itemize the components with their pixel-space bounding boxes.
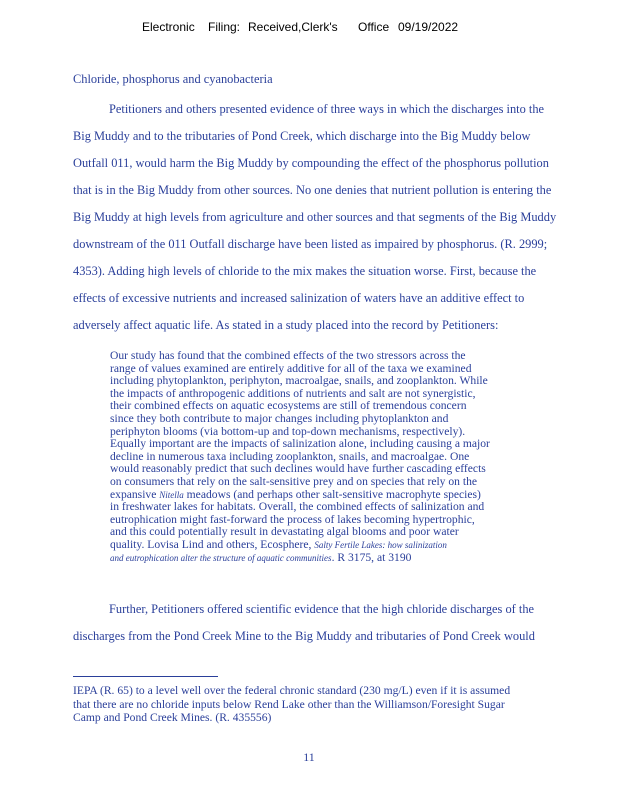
document-page: Electronic Filing: Received,Clerk's Office 09/19/2022 Chloride, phosphorus and cyanobacteria Petitioners and others presented evidence of three ways in which the discharges into the Big Muddy and to the tributaries of Pond Creek, which discharge into the Big Muddy below Outfall 011, would harm the Big Muddy by compounding the effect of the phosphorus pollution that is in the Big Muddy from other sources. No one denies that nutrient pollution is entering the Big Muddy at high levels from agriculture and other sources and that segments of the Big Muddy downstream of the 011 Outfall discharge have been listed as impaired by phosphorus. (R. 2999; 4353). Adding high levels of chloride to the mix makes the situation worse. First, because the effects of excessive nutrients and increased salinization of waters have an additive effect to adversely affect aquatic life. As stated in a study placed into the record by Petitioners: Our study has found that the combined effects of the two stressors across the range of values examined are entirely additive for all of the taxa we examined including phytoplankton, periphyton, macroalgae, snails, and zooplankton. While the impacts of anthropogenic additions of nutrients and salt are not synergistic, their combined effects on aquatic ecosystems are still of tremendous concern since they both contribute to major changes including phytoplankton and periphyton blooms (via bottom-up and top-down mechanisms, respectively). Equally important are the impacts of salinization alone, including causing a major decline in numerous taxa including zooplankton, snails, and macroalgae. One would reasonably predict that such declines would have further cascading effects on consumers that rely on the salt-sensitive prey and on species that rely on the expansive Nitella meadows (and perhaps other salt-sensitive macrophyte species) in freshwater lakes for habitats. Overall, the combined effects of salinization and eutrophication might fast-forward the process of lakes becoming hypertrophic, and this could potentially result in devastating algal blooms and poor water quality. Lovisa Lind and others, Ecosphere, Salty Fertile Lakes: how salinization and eutrophication alter the structure of aquatic communities. R 3175, at 3190 Further, Petitioners offered scientific evidence that the high chloride discharges of the discharges from the Pond Creek Mine to the Big Muddy and tributaries of Pond Creek would IEPA (R. 65) to a level well over the federal chronic standard (230 mg/L) even if it is assumed that there are no chloride inputs below Rend Lake other than the Williamson/Foresight Sugar Camp and Pond Creek Mines. (R. 435556) 11 (0, 0, 618, 800)
quote-line: including phytoplankton, periphyton, macroalgae, snails, and zooplankton. While (110, 374, 488, 388)
quote-line: periphyton blooms (via bottom-up and top-down mechanisms, respectively). (110, 424, 466, 438)
paragraph-line: Further, Petitioners offered scientific evidence that the high chloride discharges of the (109, 602, 535, 616)
record-cite: . R 3175, at 3190 (331, 550, 412, 564)
quote-line: their combined effects on aquatic ecosystems are still of tremendous concern (110, 399, 467, 413)
citation-line: quality. Lovisa Lind and others, Ecosphere, Salty Fertile Lakes: how salinization (110, 537, 447, 551)
quote-line: Equally important are the impacts of salinization alone, including causing a major (110, 437, 490, 451)
quote-line: since they both contribute to major changes including phytoplankton and (110, 411, 449, 425)
article-title: and eutrophication alter the structure of aquatic communities (110, 552, 332, 563)
header-date: 09/19/2022 (398, 20, 459, 34)
paragraph-line: Petitioners and others presented evidence of three ways in which the discharges into the (109, 102, 545, 116)
quote-line: decline in numerous taxa including zooplankton, snails, and macroalgae. One (110, 449, 470, 463)
block-quote (110, 350, 550, 564)
paragraph-line: Outfall 011, would harm the Big Muddy by compounding the effect of the phosphorus pollution (73, 156, 549, 170)
quote-line: and this could potentially result in devastating algal blooms and poor water (110, 525, 459, 539)
footnote-line: that there are no chloride inputs below Rend Lake other than the Williamson/Foresight Sugar (73, 697, 505, 711)
citation-line (110, 552, 550, 565)
footnote-line: IEPA (R. 65) to a level well over the federal chronic standard (230 mg/L) even if it is assumed (73, 684, 511, 697)
header-received: Received,Clerk's (248, 20, 338, 34)
quote-line: on consumers that rely on the salt-sensitive prey and on species that rely on the (110, 474, 478, 488)
page-number: 11 (303, 750, 315, 764)
header-electronic: Electronic (142, 20, 195, 34)
header-filing: Filing: (208, 20, 241, 34)
paragraph-line: Big Muddy at high levels from agriculture and other sources and that segments of the Big Muddy (73, 210, 557, 224)
header-office: Office (358, 20, 390, 34)
paragraph-line: Big Muddy and to the tributaries of Pond Creek, which discharge into the Big Muddy below (73, 129, 531, 143)
paragraph-line: that is in the Big Muddy from other sources. No one denies that nutrient pollution is entering the (73, 183, 552, 197)
article-title: Salty Fertile Lakes: how salinization (314, 539, 447, 550)
quote-line: Our study has found that the combined effects of the two stressors across the (110, 349, 466, 362)
quote-line: range of values examined are entirely additive for all of the taxa we examined (110, 361, 472, 375)
paragraph-line: discharges from the Pond Creek Mine to the Big Muddy and tributaries of Pond Creek would (73, 629, 535, 643)
paragraph-line: adversely affect aquatic life. As stated in a study placed into the record by Petitioners: (73, 318, 499, 332)
footnote-line: Camp and Pond Creek Mines. (R. 435556) (73, 711, 272, 724)
paragraph-line: effects of excessive nutrients and increased salinization of waters have an additive effect to (73, 291, 525, 305)
quote-line: the impacts of anthropogenic additions of nutrients and salt are not synergistic, (110, 386, 476, 400)
species-name: Nitella (159, 489, 184, 500)
paragraph-line: downstream of the 011 Outfall discharge have been listed as impaired by phosphorus. (R. 2999; (73, 237, 548, 251)
quote-line: in freshwater lakes for habitats. Overall, the combined effects of salinization and (110, 500, 485, 514)
quote-line: expansive Nitella meadows (and perhaps other salt-sensitive macrophyte species) (110, 487, 481, 501)
quote-line: would reasonably predict that such declines would have further cascading effects (110, 462, 486, 476)
footnote-divider (73, 676, 218, 677)
quote-line: eutrophication might fast-forward the process of lakes becoming hypertrophic, (110, 512, 475, 526)
footnote (73, 684, 553, 725)
paragraph-line: 4353). Adding high levels of chloride to the mix makes the situation worse. First, because the (73, 264, 537, 278)
